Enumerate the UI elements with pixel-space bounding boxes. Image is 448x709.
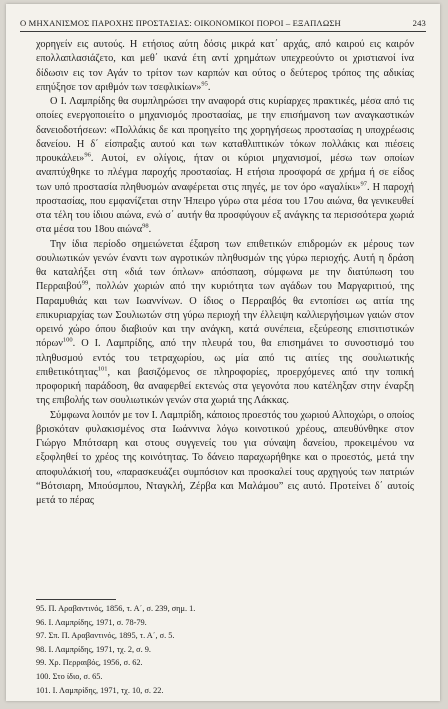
header-rule bbox=[20, 31, 426, 32]
footnote: 96. Ι. Λαμπρίδης, 1971, σ. 78-79. bbox=[36, 617, 147, 627]
paragraph bbox=[36, 38, 414, 95]
footnote-ref[interactable]: 100 bbox=[62, 336, 73, 344]
book-page bbox=[6, 4, 440, 701]
paragraph bbox=[36, 238, 414, 409]
footnotes bbox=[36, 602, 414, 697]
text-run: . Αυτοί, εν ολίγοις, ήταν οι κύριοι μηχανισμοί, μέσω των οποίων αναπτύχθηκε το πλέγμα παροχής προστασίας. Η ετήσια προσφορά σε χρήμα ή σε είδος των υπό προστασία πληθυσμών αναφέρεται στις πηγές, με τον όρο «αγαλίκι» bbox=[36, 153, 414, 193]
running-title: Ο ΜΗΧΑΝΙΣΜΟΣ ΠΑΡΟΧΗΣ ΠΡΟΣΤΑΣΙΑΣ: ΟΙΚΟΝΟΜΙΚΟΙ ΠΟΡΟΙ – ΕΞΑΠΛΩΣΗ bbox=[20, 18, 341, 28]
paragraph bbox=[36, 409, 414, 509]
footnote: 95. Π. Αραβαντινός, 1856, τ. Α΄, σ. 239, σημ. 1. bbox=[36, 604, 196, 613]
text-run: . Ο Ι. Λαμπρίδης, από την πλευρά του, θα επισημάνει το συνοστισμό του πληθυσμού εντός του τετραχωρίου, ως μία από τις αιτίες της σουλιωτικής επιθετικότητας bbox=[36, 338, 414, 378]
footnote: 97. Σπ. Π. Αραβαντινός, 1895, τ. Α΄, σ. 5. bbox=[36, 631, 175, 641]
body-text bbox=[36, 38, 414, 508]
footnote-ref[interactable]: 99 bbox=[81, 279, 89, 287]
footnote-ref[interactable]: 101 bbox=[97, 365, 108, 373]
text-run: χορηγείν εις αυτούς. Η ετήσιος αύτη δόσις μικρά κατ΄ αρχάς, από καιρού εις καιρόν επολλαπλασιάζετο, και μεθ΄ ικανά έτη αντί χρημάτων υπεχρεούντο οι χριστιανοί ίνα δίδωσιν εις τον Αγάν το τρίτον των καρπών και ούτος ο δεύτερος τρόπος της αδικίας επηύξησε τον αριθμόν των τσεφλικίων» bbox=[36, 39, 414, 93]
text-run: , πολλών χωριών από την κυριότητα των αγάδων του Μαργαριτιού, της Παραμυθιάς και των Ιωαννίνων. Ο ίδιος ο Περραιβός θα εντοπίσει ως αιτία της επικυριαρχίας των Σουλιωτών στη γύρω περιοχή την έλλειψη καλλιεργήσιμων γαιών στον ορεινό χώρο όπου διαβιούν και την ανάγκη, κατά συνέπεια, εξεύρεσης επισιτιστικών πόρων bbox=[36, 281, 414, 350]
footnote: 101. Ι. Λαμπρίδης, 1971, τχ. 10, σ. 22. bbox=[36, 685, 164, 695]
footnote-ref[interactable]: 97 bbox=[360, 180, 368, 188]
text-run: Σύμφωνα λοιπόν με τον Ι. Λαμπρίδη, κάποιος προεστός του χωριού Αλποχώρι, ο οποίος βρισκόταν φυλακισμένος στα Ιωάννινα λόγω κοινοτικού χρέους, απευθύνθηκε στον Γιώργο Μπότσαρη και στους συγγενείς του για σύναψη δανείου, προκειμένου να εξοφληθεί το χρέος της κοινότητας. Το δάνειο παραχωρήθηκε και ο προεστός, μετά την αποφυλάκισή του, «παρασκευάζει συμπόσιον και προσκαλεί τους αρχηγούς των πατριών “Βότσιαρη, Μπούσμπου, Νταγκλή, Ζέρβα και Μαλάμου” εις αυτό. Προτείνει δ΄ αυτοίς μετά το πέρας bbox=[36, 409, 414, 506]
footnote-rule bbox=[36, 599, 116, 600]
footnote-ref[interactable]: 95 bbox=[201, 80, 208, 88]
page-number: 243 bbox=[412, 18, 426, 28]
text-run: Την ίδια περίοδο σημειώνεται έξαρση των επιθετικών επιδρομών εκ μέρους των σουλιωτικών γενών έναντι των αγροτικών πληθυσμών της γύρω περιοχής. Αυτή η δράση θα καταλήξει στη «διά των όπλων» απόσπαση, σύμφωνα με την διατύπωση του Περραιβού bbox=[36, 238, 414, 293]
text-run: . Η παροχή προστασίας, που εμφανίζεται στην Ήπειρο γύρω στα μέσα του 17ου αιώνα, θα γενικευθεί στα τέλη του ίδιου αιώνα, ενώ σ΄ αυτήν θα προσφύγουν εξ ανάγκης τα περισσότερα χωριά στα μέσα του 18ου αιώνα bbox=[36, 181, 414, 236]
running-header bbox=[20, 18, 426, 28]
footnote-ref[interactable]: 96 bbox=[84, 151, 91, 159]
footnote: 98. Ι. Λαμπρίδης, 1971, τχ. 2, σ. 9. bbox=[36, 644, 152, 654]
text-run: . bbox=[207, 81, 211, 93]
footnote: 100. Στο ίδιο, σ. 65. bbox=[36, 671, 103, 681]
text-run: Ο Ι. Λαμπρίδης θα συμπληρώσει την αναφορά στις κυρίαρχες πρακτικές, μέσα από τις οποίες ενεργοποιείτο ο μηχανισμός προστασίας, με την επισήμανση των αναγκαστικών δανειοδοτήσεων: «Πολλάκις δε και προηγείτο της χορηγήσεως προστασίας η υποχρέωσις δανείου. Η δ΄ είσπραξις αυτού και των καταθλιπτικών τόκων πολλάκις και πιέσεις προυκάλει» bbox=[36, 96, 414, 164]
footnote-ref[interactable]: 98 bbox=[142, 222, 149, 230]
footnote: 99. Χρ. Περραιβός, 1956, σ. 62. bbox=[36, 658, 143, 668]
paragraph bbox=[36, 95, 414, 238]
text-run: , και βασιζόμενος σε πληροφορίες, προερχόμενες από την τοπική προφορική παράδοση, θα αναφερθεί εκτενώς στα γεγονότα που κατέληξαν στην έναρξη της επιβολής των σουλιωτικών γενών στα χωριά της Λάκκας. bbox=[36, 366, 414, 407]
text-run: . bbox=[148, 224, 152, 236]
